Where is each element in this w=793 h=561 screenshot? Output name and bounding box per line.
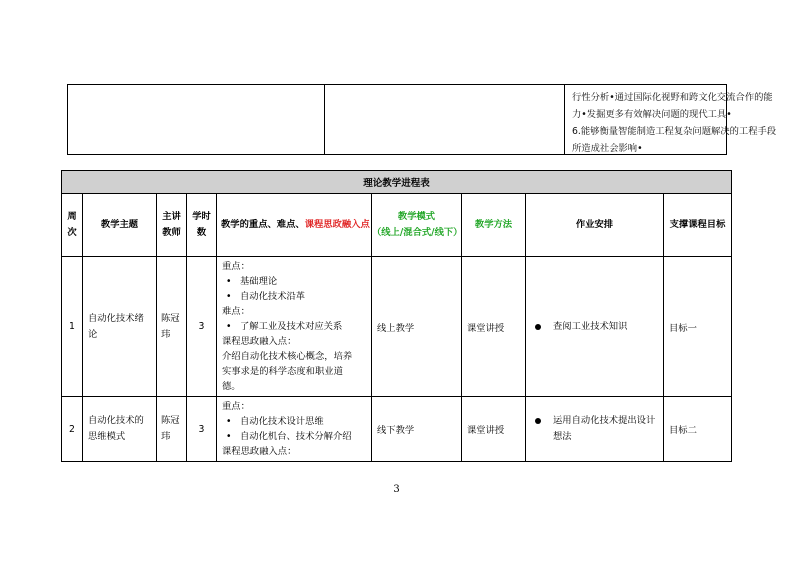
- header-teacher: 主讲教师: [157, 194, 187, 257]
- keypoint-line: [222, 349, 369, 364]
- keypoint-bullet-item: [222, 414, 369, 429]
- cell-topic: 自动化技术的思维模式: [83, 397, 157, 462]
- bullet-icon: [535, 324, 541, 330]
- table-row: [62, 397, 732, 462]
- cell-homework: [526, 257, 664, 397]
- keypoint-text: 自动化技术沿革: [240, 291, 306, 302]
- header-method: 教学方法: [462, 194, 526, 257]
- header-goal: 支撑课程目标: [664, 194, 732, 257]
- keypoint-text: 课程思政融入点：: [222, 446, 297, 457]
- cell-keypoints: [217, 397, 372, 462]
- cell-homework: [526, 397, 664, 462]
- page-number: 3: [393, 484, 400, 495]
- teaching-schedule-table: [61, 170, 732, 462]
- keypoint-line: [222, 364, 369, 379]
- keypoint-line: [222, 399, 369, 414]
- keypoint-line: [222, 304, 369, 319]
- keypoint-text: 基础理论: [240, 276, 278, 287]
- header-topic: 教学主题: [83, 194, 157, 257]
- homework-text: 查阅工业技术知识: [553, 320, 628, 332]
- header-row: [62, 194, 732, 257]
- cell-method: 课堂讲授: [462, 397, 526, 462]
- table-title: 理论教学进程表: [62, 171, 732, 194]
- keypoint-text: 实事求是的科学态度和职业道: [222, 366, 343, 377]
- continuation-line: 行性分析•通过国际化视野和跨文化交流合作的能: [572, 92, 773, 103]
- keypoint-text: 自动化技术设计思维: [240, 416, 324, 427]
- cell-teacher: 陈冠玮: [157, 257, 187, 397]
- keypoint-bullet-item: [222, 274, 369, 289]
- header-week: 周次: [62, 194, 83, 257]
- table-row: [62, 257, 732, 397]
- keypoint-text: 自动化机台、技术分解介绍: [240, 431, 352, 442]
- continuation-line: 力•发掘更多有效解决问题的现代工具•: [572, 109, 732, 120]
- keypoint-bullet-item: [222, 429, 369, 444]
- header-keypoints-ideology: 课程思政融入点: [304, 219, 370, 230]
- bullet-icon: •: [226, 276, 232, 287]
- header-homework: 作业安排: [526, 194, 664, 257]
- cell-week: 1: [62, 257, 83, 397]
- continuation-cell-2: [325, 85, 565, 154]
- cell-mode: 线上教学: [372, 257, 462, 397]
- cell-week: 2: [62, 397, 83, 462]
- bullet-icon: •: [226, 291, 232, 302]
- continuation-cell-1: [68, 85, 325, 154]
- bullet-icon: •: [226, 416, 232, 427]
- keypoint-text: 了解工业及技术对应关系: [240, 321, 343, 332]
- keypoint-bullet-item: [222, 289, 369, 304]
- cell-hours: 3: [187, 397, 217, 462]
- cell-hours: 3: [187, 257, 217, 397]
- homework-text: 运用自动化技术提出设计想法: [553, 415, 656, 442]
- header-mode: [372, 194, 462, 257]
- keypoint-line: [222, 444, 369, 459]
- keypoint-bullet-item: [222, 319, 369, 334]
- keypoint-line: [222, 334, 369, 349]
- cell-goal: 目标一: [664, 257, 732, 397]
- bullet-icon: •: [226, 431, 232, 442]
- continuation-cell-3: [565, 85, 777, 154]
- continuation-line: 6.能够衡量智能制造工程复杂问题解决的工程手段: [572, 126, 777, 137]
- header-mode-title: 教学模式: [397, 211, 436, 222]
- keypoint-text: 难点：: [222, 306, 250, 317]
- keypoint-text: 课程思政融入点：: [222, 336, 297, 347]
- cell-teacher: 陈冠玮: [157, 397, 187, 462]
- header-keypoints: [217, 194, 372, 257]
- cell-topic: 自动化技术绪论: [83, 257, 157, 397]
- bullet-icon: •: [226, 321, 232, 332]
- keypoint-text: 重点：: [222, 261, 250, 272]
- header-mode-sub: （线上/混合式/线下）: [372, 227, 463, 238]
- keypoint-text: 重点：: [222, 401, 250, 412]
- header-keypoints-prefix: 教学的重点、难点、: [221, 219, 305, 230]
- bullet-icon: [535, 418, 541, 424]
- continuation-table: [67, 84, 777, 155]
- continuation-line: 所造成社会影响•: [572, 143, 643, 154]
- cell-goal: 目标二: [664, 397, 732, 462]
- cell-method: 课堂讲授: [462, 257, 526, 397]
- keypoint-line: [222, 379, 369, 394]
- keypoint-text: 德。: [222, 381, 241, 392]
- keypoint-text: 介绍自动化技术核心概念，培养: [222, 351, 353, 362]
- header-hours: 学时数: [187, 194, 217, 257]
- cell-mode: 线下教学: [372, 397, 462, 462]
- cell-keypoints: [217, 257, 372, 397]
- keypoint-line: [222, 259, 369, 274]
